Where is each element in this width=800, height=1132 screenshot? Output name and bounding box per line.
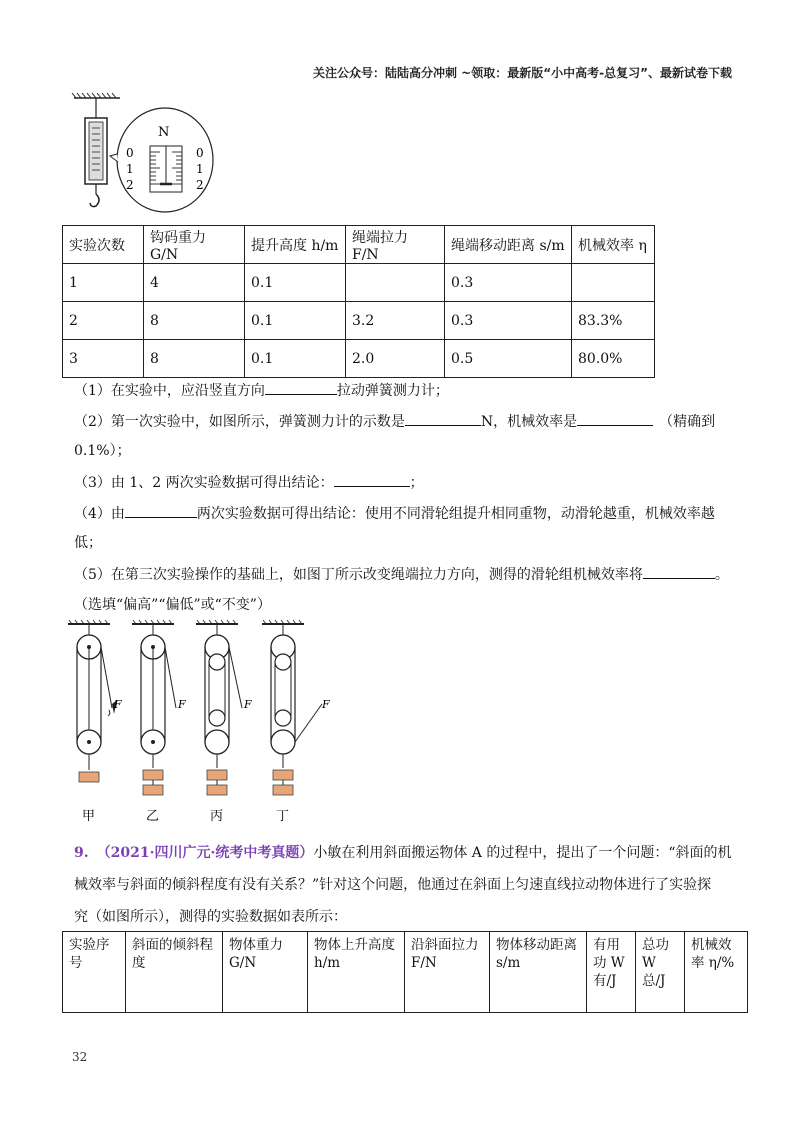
question-9: 9. （2021·四川广元·统考中考真题）小敏在利用斜面搬运物体 A 的过程中，提出了一个问题：“斜面的机 bbox=[74, 845, 732, 861]
table-row bbox=[63, 340, 655, 378]
table-cell: 83.3% bbox=[572, 302, 655, 340]
table-header-cell: 绳端拉力 F/N bbox=[346, 226, 445, 264]
question-2: （2）第一次实验中，如图所示，弹簧测力计的示数是 N，机械效率是 （精确到 bbox=[74, 411, 715, 432]
answer-blank[interactable] bbox=[265, 380, 337, 395]
svg-text:2: 2 bbox=[126, 178, 134, 192]
table-cell: 8 bbox=[144, 302, 245, 340]
table-header-cell: 有用功 W有/J bbox=[587, 932, 636, 1013]
page-number: 32 bbox=[72, 1050, 88, 1064]
answer-blank[interactable] bbox=[577, 411, 653, 426]
table-header-cell: 物体重力 G/N bbox=[223, 932, 308, 1013]
question-5-hint: （选填“偏高”“偏低”或“不变”） bbox=[74, 597, 271, 613]
table-cell: 0.1 bbox=[245, 340, 346, 378]
figure-label-yi: 乙 bbox=[146, 809, 160, 824]
table-header-cell: 物体上升高度 h/m bbox=[308, 932, 405, 1013]
pulley-setup-yi bbox=[132, 620, 176, 795]
figure-label-ding: 丁 bbox=[276, 809, 290, 824]
question-2-cont: 0.1%）； bbox=[74, 443, 131, 459]
table-header-cell: 机械效率 η/% bbox=[685, 932, 748, 1013]
question-9-line2: 械效率与斜面的倾斜程度有没有关系？”针对这个问题，他通过在斜面上匀速直线拉动物体进行了实验探 bbox=[74, 877, 712, 893]
table-header-cell: 实验次数 bbox=[63, 226, 144, 264]
question-4-cont: 低； bbox=[74, 535, 102, 551]
table-row bbox=[63, 264, 655, 302]
table-header-cell: 沿斜面拉力 F/N bbox=[405, 932, 490, 1013]
answer-blank[interactable] bbox=[643, 564, 715, 579]
pulley-figures bbox=[60, 620, 380, 825]
table-cell: 3 bbox=[63, 340, 144, 378]
gauge-unit: N bbox=[158, 125, 170, 140]
table-header-row bbox=[63, 226, 655, 264]
force-label-jia: F bbox=[114, 698, 122, 711]
svg-text:1: 1 bbox=[196, 162, 204, 176]
pulley-setup-ding bbox=[262, 620, 322, 795]
table-cell: 1 bbox=[63, 264, 144, 302]
table-cell: 0.5 bbox=[445, 340, 572, 378]
question-3: （3）由 1、2 两次实验数据可得出结论： ； bbox=[74, 472, 424, 493]
table-header-cell: 机械效率 η bbox=[572, 226, 655, 264]
table-cell: 8 bbox=[144, 340, 245, 378]
pulley-setup-bing bbox=[196, 620, 242, 795]
answer-blank[interactable] bbox=[334, 472, 410, 487]
answer-blank[interactable] bbox=[405, 411, 481, 426]
table-header-cell: 实验序号 bbox=[63, 932, 126, 1013]
svg-text:0: 0 bbox=[126, 146, 134, 160]
experiment-table-2 bbox=[62, 931, 748, 1013]
force-label-bing: F bbox=[244, 698, 252, 711]
force-label-ding: F bbox=[322, 698, 330, 711]
svg-text:1: 1 bbox=[126, 162, 134, 176]
table-header-cell: 绳端移动距离 s/m bbox=[445, 226, 572, 264]
table-header-cell: 物体移动距离 s/m bbox=[490, 932, 587, 1013]
table-cell: 0.1 bbox=[245, 302, 346, 340]
table-cell: 2 bbox=[63, 302, 144, 340]
figure-label-jia: 甲 bbox=[82, 809, 96, 824]
table-cell: 0.3 bbox=[445, 264, 572, 302]
spring-scale-figure bbox=[70, 92, 220, 217]
table-cell: 80.0% bbox=[572, 340, 655, 378]
table-cell: 0.3 bbox=[445, 302, 572, 340]
table-cell: 3.2 bbox=[346, 302, 445, 340]
force-label-yi: F bbox=[178, 698, 186, 711]
table-header-cell: 钩码重力 G/N bbox=[144, 226, 245, 264]
table-header-cell: 总功 W总/J bbox=[636, 932, 685, 1013]
table-cell: 0.1 bbox=[245, 264, 346, 302]
table-header-cell: 提升高度 h/m bbox=[245, 226, 346, 264]
experiment-table-1 bbox=[62, 225, 655, 378]
pulley-setup-jia bbox=[68, 620, 117, 782]
table-cell bbox=[346, 264, 445, 302]
question-5: （5）在第三次实验操作的基础上，如图丁所示改变绳端拉力方向，测得的滑轮组机械效率将 。 bbox=[74, 564, 729, 585]
table-header-cell: 斜面的倾斜程度 bbox=[126, 932, 223, 1013]
question-9-line3: 究（如图所示），测得的实验数据如表所示： bbox=[74, 909, 347, 925]
page-header: 关注公众号：陆陆高分冲刺 ~领取：最新版“小中高考-总复习”、最新试卷下载 bbox=[313, 66, 732, 80]
table-row bbox=[63, 302, 655, 340]
svg-text:0: 0 bbox=[196, 146, 204, 160]
figure-label-bing: 丙 bbox=[210, 809, 224, 824]
question-4: （4）由 两次实验数据可得出结论：使用不同滑轮组提升相同重物，动滑轮越重，机械效率越 bbox=[74, 503, 715, 524]
question-1: （1）在实验中，应沿竖直方向 拉动弹簧测力计； bbox=[74, 380, 449, 401]
svg-text:2: 2 bbox=[196, 178, 204, 192]
table-cell bbox=[572, 264, 655, 302]
table-cell: 4 bbox=[144, 264, 245, 302]
answer-blank[interactable] bbox=[125, 503, 197, 518]
table-header-row bbox=[63, 932, 748, 1013]
table-cell: 2.0 bbox=[346, 340, 445, 378]
